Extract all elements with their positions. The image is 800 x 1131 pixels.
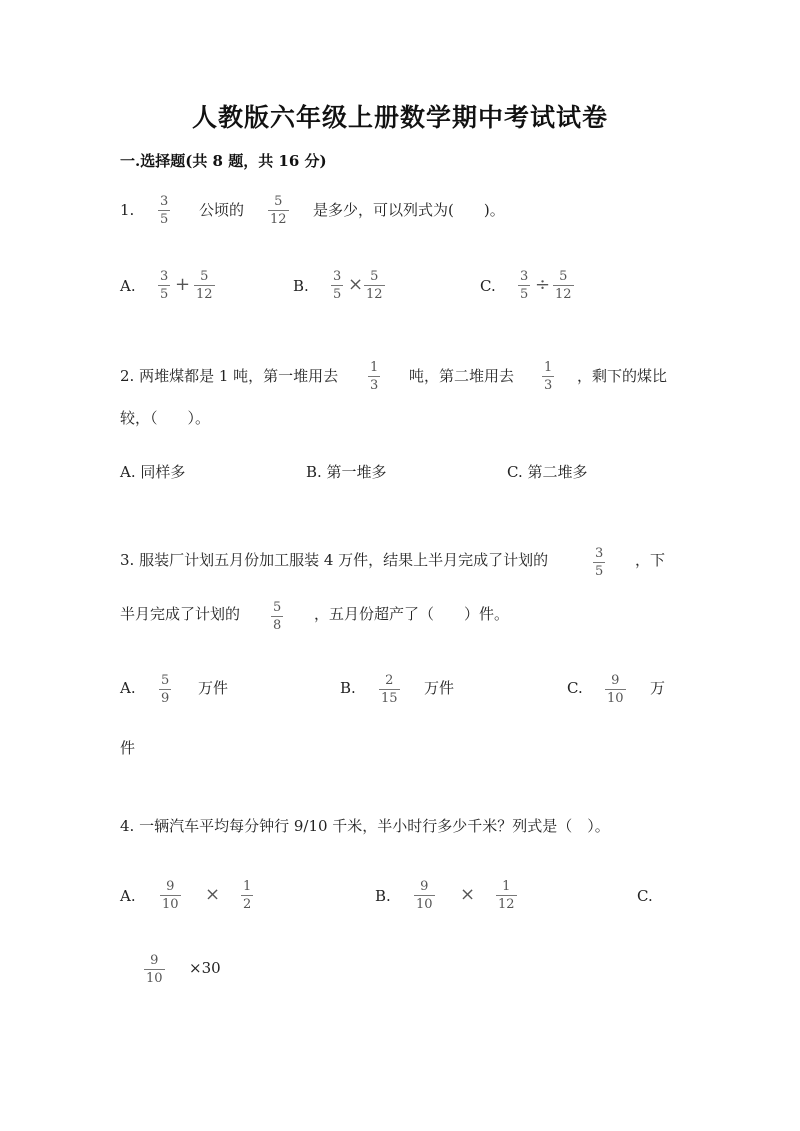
q2-option-a: A. 同样多 [120, 463, 186, 481]
q3-option-b-unit: 万件 [424, 679, 455, 697]
q3-option-a-unit: 万件 [198, 679, 229, 697]
q3-option-a-fraction: 5 9 [161, 673, 170, 706]
q1-option-b-label: B. [293, 277, 309, 295]
q3-option-c-label: C. [567, 679, 583, 697]
q2-text-1: 2. 两堆煤都是 1 吨，第一堆用去 [120, 367, 339, 385]
q3-text-3: 半月完成了计划的 [120, 605, 241, 623]
q2-fraction-1: 1 3 [370, 360, 379, 393]
page-title: 人教版六年级上册数学期中考试试卷 [191, 103, 608, 132]
q1-fraction-1: 3 5 [160, 194, 169, 227]
q3-fraction-1: 3 5 [595, 546, 604, 579]
q4-option-b-fraction-2: 1 12 [498, 879, 515, 912]
q1-option-b-operator: × [348, 274, 364, 295]
q4-option-b-label: B. [375, 887, 391, 905]
q1-option-a-operator: + [175, 274, 191, 295]
q4-option-a-label: A. [120, 887, 136, 905]
q2-option-c: C. 第二堆多 [507, 463, 588, 481]
q1-fraction-2: 5 12 [270, 194, 287, 227]
q1-option-a-fraction-1: 3 5 [160, 269, 169, 302]
q2-text-2: 吨，第二堆用去 [409, 367, 515, 385]
q3-option-c-fraction: 9 10 [607, 673, 624, 706]
q1-option-b-fraction-1: 3 5 [333, 269, 342, 302]
q1-option-a-label: A. [120, 277, 136, 295]
q3-option-c-wrap: 件 [120, 739, 136, 757]
q4-option-c-fraction: 9 10 [146, 953, 163, 986]
q4-option-a-fraction-1: 9 10 [162, 879, 179, 912]
q1-option-c-operator: ÷ [535, 274, 551, 295]
q3-option-b-fraction: 2 15 [381, 673, 398, 706]
q4-option-b-operator: × [460, 884, 476, 905]
q1-option-c-label: C. [480, 277, 496, 295]
q1-option-c-fraction-1: 3 5 [520, 269, 529, 302]
q4-option-c-rest: ×30 [189, 959, 221, 977]
q4-option-a-fraction-2: 1 2 [243, 879, 252, 912]
q3-option-b-label: B. [340, 679, 356, 697]
q4-option-a-operator: × [205, 884, 221, 905]
section-heading: 一.选择题(共 8 题，共 16 分) [120, 152, 327, 170]
q4-option-c-label: C. [637, 887, 653, 905]
q3-fraction-2: 5 8 [273, 600, 282, 633]
q3-option-c-unit: 万 [650, 679, 666, 697]
q1-number: 1. [120, 201, 135, 219]
q3-option-a-label: A. [120, 679, 136, 697]
q2-option-b: B. 第一堆多 [306, 463, 387, 481]
q1-option-b-fraction-2: 5 12 [366, 269, 383, 302]
q2-text-3: ，剩下的煤比 [577, 367, 668, 385]
q3-text-4: ，五月份超产了（ ）件。 [314, 605, 510, 623]
q1-text-2: 是多少，可以列式为( )。 [313, 201, 505, 219]
q2-text-4: 较，（ ）。 [120, 409, 211, 427]
q2-fraction-2: 1 3 [544, 360, 553, 393]
q3-text-2: ，下 [635, 551, 666, 569]
q3-text-1: 3. 服装厂计划五月份加工服装 4 万件，结果上半月完成了计划的 [120, 551, 549, 569]
q4-option-b-fraction-1: 9 10 [416, 879, 433, 912]
q1-option-a-fraction-2: 5 12 [196, 269, 213, 302]
q1-option-c-fraction-2: 5 12 [555, 269, 572, 302]
q4-text: 4. 一辆汽车平均每分钟行 9/10 千米，半小时行多少千米？列式是（ ）。 [120, 817, 610, 835]
q1-text-1: 公顷的 [199, 201, 245, 219]
